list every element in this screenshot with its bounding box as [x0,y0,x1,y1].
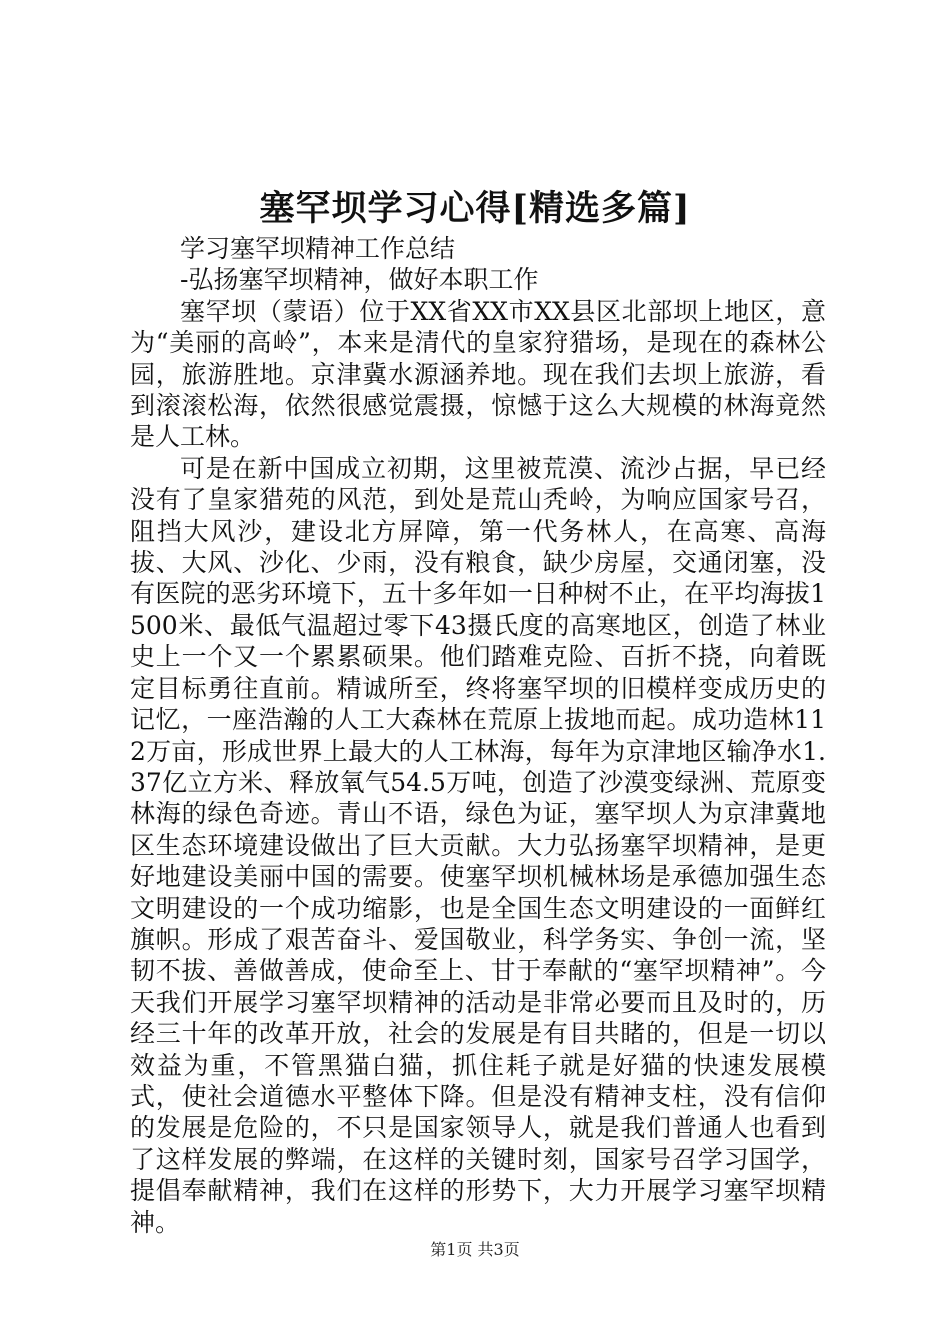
document-body [130,233,826,1238]
document-title: 塞罕坝学习心得[精选多篇] [259,188,691,229]
page-number-footer: 第1页 共3页 [430,1240,520,1259]
paragraph-intro: 塞罕坝（蒙语）位于XX省XX市XX县区北部坝上地区，意为“美丽的高岭”，本来是清代的皇家狩猎场，是现在的森林公园，旅游胜地。京津冀水源涵养地。现在我们去坝上旅游，看到滚滚松海，依然很感觉震摄，惊憾于这么大规模的林海竟然是人工林。 [130,296,826,452]
subtitle: 学习塞罕坝精神工作总结 [180,234,456,263]
subtitle-secondary: -弘扬塞罕坝精神，做好本职工作 [180,265,539,295]
paragraph-main: 可是在新中国成立初期，这里被荒漠、流沙占据，早已经没有了皇家猎苑的风范，到处是荒山秃岭，为响应国家号召，阻挡大风沙，建设北方屏障，第一代务林人，在高寒、高海拔、大风、沙化、少雨，没有粮食，缺少房屋，交通闭塞，没有医院的恶劣环境下，五十多年如一日种树不止，在平均海拔1500米、最低气温超过零下43摄氏度的高寒地区，创造了林业史上一个又一个累累硕果。他们踏难克险、百折不挠，向着既定目标勇往直前。精诚所至，终将塞罕坝的旧模样变成历史的记忆，一座浩瀚的人工大森林在荒原上拔地而起。成功造林112万亩，形成世界上最大的人工林海，每年为京津地区输净水1.37亿立方米、释放氧气54.5万吨，创造了沙漠变绿洲、荒原变林海的绿色奇迹。青山不语，绿色为证，塞罕坝人为京津冀地区生态环境建设做出了巨大贡献。大力弘扬塞罕坝精神，是更好地建设美丽中国的需要。使塞罕坝机械林场是承德加强生态文明建设的一个成功缩影，也是全国生态文明建设的一面鲜红旗帜。形成了艰苦奋斗、爱国敬业，科学务实、争创一流，坚韧不拔、善做善成，使命至上、甘于奉献的“塞罕坝精神”。今天我们开展学习塞罕坝精神的活动是非常必要而且及时的，历经三十年的改革开放，社会的发展是有目共睹的，但是一切以效益为重，不管黑猫白猫，抓住耗子就是好猫的快速发展模式，使社会道德水平整体下降。但是没有精神支柱，没有信仰的发展是危险的，不只是国家领导人，就是我们普通人也看到了这样发展的弊端，在这样的关键时刻，国家号召学习国学，提倡奉献精神，我们在这样的形势下，大力开展学习塞罕坝精神。 [130,453,826,1237]
